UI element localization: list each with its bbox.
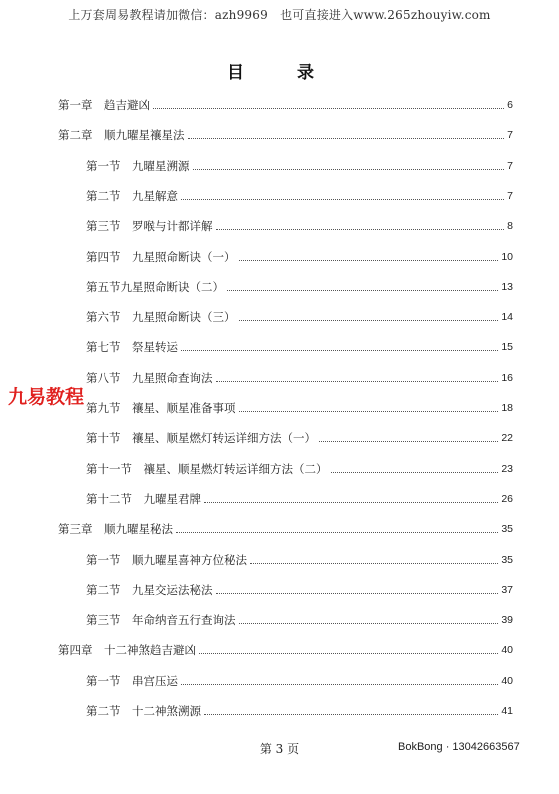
toc-entry-title: 第十一节 禳星、顺星燃灯转运详细方法（二） — [86, 461, 328, 476]
dot-leader — [331, 472, 499, 473]
toc-entry-page: 18 — [501, 402, 513, 414]
toc-entry-title: 第二节 九星交运法秘法 — [86, 582, 213, 597]
dot-leader — [239, 411, 499, 412]
toc-entry-page: 7 — [507, 189, 513, 202]
toc-entry-page: 35 — [501, 553, 513, 566]
dot-leader — [153, 108, 504, 109]
toc-section-entry[interactable] — [86, 582, 513, 598]
dot-leader — [204, 714, 498, 715]
dot-leader — [199, 653, 498, 654]
footer-contact: BokBong · 13042663567 — [398, 741, 520, 753]
toc-section-entry[interactable] — [86, 279, 513, 295]
toc-entry-page: 35 — [501, 523, 513, 536]
watermark: 九易教程 — [8, 386, 85, 408]
dot-leader — [239, 260, 499, 261]
toc-entry-title: 第二章 顺九曜星禳星法 — [58, 128, 185, 143]
toc-section-entry[interactable] — [86, 370, 513, 386]
toc-entry-title: 第九节 禳星、顺星准备事项 — [86, 401, 236, 415]
toc-entry-title: 第一节 顺九曜星喜神方位秘法 — [86, 552, 247, 567]
toc-entry-title: 第一节 九曜星溯源 — [86, 158, 190, 173]
toc-entry-title: 第一章 趋吉避凶 — [58, 98, 150, 112]
toc-section-entry[interactable] — [86, 673, 513, 689]
toc-entry-page: 16 — [501, 371, 513, 384]
dot-leader — [239, 320, 499, 321]
toc-chapter-entry[interactable] — [58, 521, 513, 537]
toc-entry-title: 第一节 串宫压运 — [86, 673, 178, 688]
toc-section-entry[interactable] — [86, 461, 513, 477]
dot-leader — [250, 563, 498, 564]
dot-leader — [181, 684, 498, 685]
toc-entry-page: 14 — [501, 311, 513, 324]
toc-entry-page: 6 — [507, 99, 513, 111]
toc-section-entry[interactable] — [86, 430, 513, 446]
toc-entry-title: 第十二节 九曜星君牌 — [86, 491, 201, 506]
toc-entry-title: 第三节 罗喉与计都详解 — [86, 219, 213, 234]
toc-entry-title: 第四节 九星照命断诀（一） — [86, 249, 236, 264]
toc-section-entry[interactable] — [86, 309, 513, 325]
toc-section-entry[interactable] — [86, 491, 513, 507]
dot-leader — [181, 350, 498, 351]
toc-entry-page: 22 — [501, 432, 513, 445]
toc-entry-title: 第六节 九星照命断诀（三） — [86, 310, 236, 325]
toc-entry-title: 第四章 十二神煞趋吉避凶 — [58, 643, 196, 658]
page-header: 上万套周易教程请加微信：azh9969 也可直接进入www.265zhouyiw.com — [68, 8, 491, 22]
toc-section-entry[interactable] — [86, 249, 513, 265]
toc-section-entry[interactable] — [86, 400, 513, 416]
dot-leader — [227, 290, 498, 291]
toc-entry-title: 第十节 禳星、顺星燃灯转运详细方法（一） — [86, 431, 316, 446]
dot-leader — [216, 593, 499, 594]
dot-leader — [204, 502, 498, 503]
toc-chapter-entry[interactable] — [58, 97, 513, 113]
toc-section-entry[interactable] — [86, 188, 513, 204]
toc-entry-title: 第三章 顺九曜星秘法 — [58, 522, 173, 537]
toc-entry-page: 37 — [501, 583, 513, 596]
toc-entry-page: 40 — [501, 674, 513, 687]
dot-leader — [193, 169, 505, 170]
page-title: 目 录 — [227, 63, 332, 83]
toc-entry-page: 7 — [507, 129, 513, 142]
toc-entry-page: 26 — [501, 492, 513, 505]
toc-entry-page: 39 — [501, 614, 513, 627]
toc-entry-title: 第八节 九星照命查询法 — [86, 370, 213, 385]
toc-section-entry[interactable] — [86, 218, 513, 234]
toc-entry-page: 8 — [507, 220, 513, 233]
toc-entry-page: 40 — [501, 644, 513, 657]
dot-leader — [176, 532, 498, 533]
toc-entry-page: 10 — [501, 250, 513, 263]
toc-section-entry[interactable] — [86, 703, 513, 719]
dot-leader — [319, 441, 498, 442]
toc-entry-page: 13 — [501, 280, 513, 293]
toc-entry-page: 23 — [501, 462, 513, 475]
toc-chapter-entry[interactable] — [58, 642, 513, 658]
toc-entry-page: 41 — [501, 705, 513, 717]
toc-section-entry[interactable] — [86, 612, 513, 628]
toc-entry-title: 第三节 年命纳音五行查询法 — [86, 613, 236, 628]
toc-entry-title: 第二节 九星解意 — [86, 188, 178, 203]
toc-section-entry[interactable] — [86, 552, 513, 568]
dot-leader — [216, 229, 505, 230]
dot-leader — [216, 381, 499, 382]
dot-leader — [239, 623, 499, 624]
toc-section-entry[interactable] — [86, 158, 513, 174]
toc-entry-page: 15 — [501, 341, 513, 354]
toc-entry-title: 第七节 祭星转运 — [86, 340, 178, 355]
dot-leader — [181, 199, 504, 200]
toc-chapter-entry[interactable] — [58, 127, 513, 143]
toc-entry-title: 第二节 十二神煞溯源 — [86, 704, 201, 718]
dot-leader — [188, 138, 505, 139]
footer-page-number: 第 3 页 — [259, 742, 300, 756]
toc-section-entry[interactable] — [86, 339, 513, 355]
toc-entry-page: 7 — [507, 159, 513, 172]
toc-entry-title: 第五节九星照命断诀（二） — [86, 279, 224, 294]
